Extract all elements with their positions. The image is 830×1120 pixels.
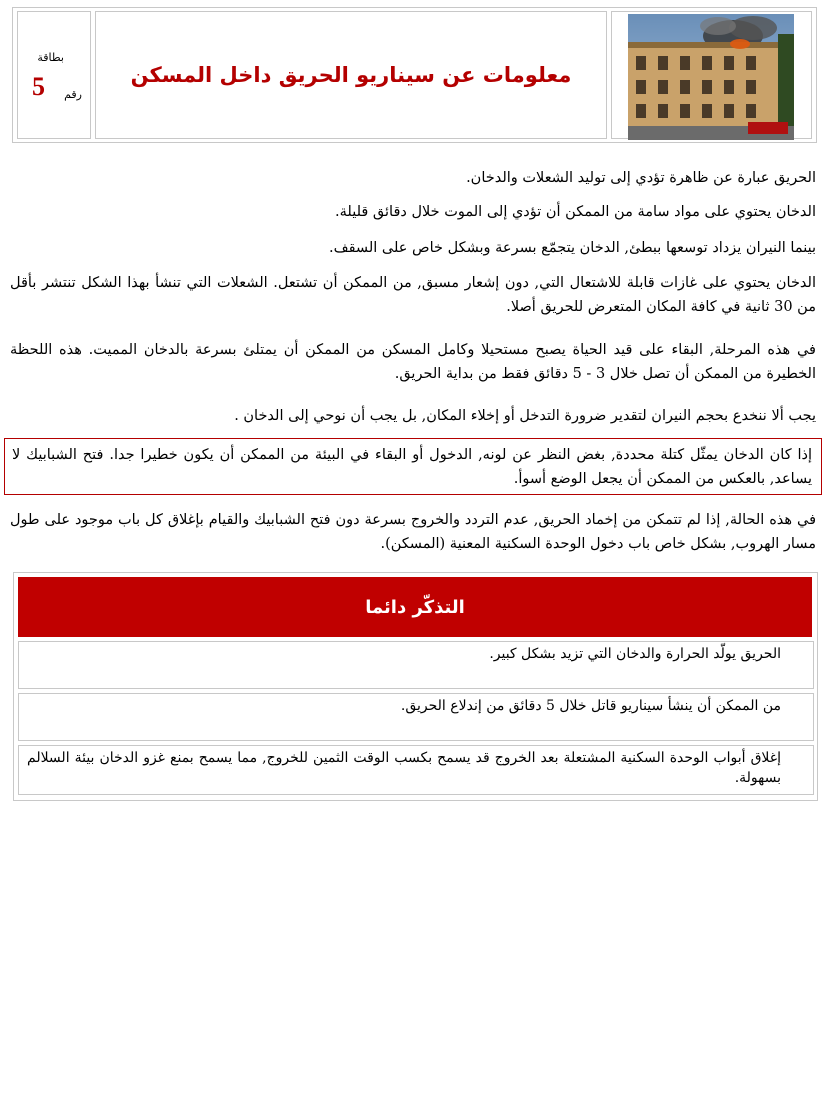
- header-table: [12, 7, 817, 143]
- paragraph-1: الحريق عبارة عن ظاهرة تؤدي إلى توليد الشعلات والدخان.: [466, 170, 816, 186]
- paragraph-8: في هذه الحالة, إذا لم تتمكن من إخماد الحريق, عدم التردد والخروج بسرعة دون فتح الشبابيك والقيام بإغلاق كل باب موجود على طول مسار الهروب, بشكل خاص باب دخول الوحدة السكنية المعنية (المسكن).: [10, 512, 816, 552]
- reminder-item-1: الحريق يولّد الحرارة والدخان التي تزيد بشكل كبير.: [18, 641, 814, 689]
- card-number-label: رقم: [64, 88, 82, 101]
- card-label: بطاقة: [37, 51, 64, 64]
- card-number-cell: [17, 11, 91, 139]
- reminder-box: [13, 572, 818, 801]
- paragraph-7-warning: إذا كان الدخان يمثّل كتلة محددة, بغض النظر عن لونه, الدخول أو البقاء في البيئة من الممكن أن يكون خطيرا جدا. فتح الشبابيك لا يساعد, بالعكس من الممكن أن يجعل الوضع أسوأ.: [12, 447, 812, 487]
- paragraph-2: الدخان يحتوي على مواد سامة من الممكن أن تؤدي إلى الموت خلال دقائق قليلة.: [335, 204, 816, 220]
- paragraph-4: الدخان يحتوي على غازات قابلة للاشتعال التي, دون إشعار مسبق, من الممكن أن تشتعل. الشعلات التي تنشأ بهذا الشكل تنتشر بأقل من 30 ثانية في كافة المكان المتعرض للحريق أصلا.: [10, 275, 816, 315]
- reminder-item-2: من الممكن أن ينشأ سيناريو قاتل خلال 5 دقائق من إندلاع الحريق.: [18, 693, 814, 741]
- reminder-title: التذكّر دائما: [18, 577, 812, 637]
- title-cell: [95, 11, 607, 139]
- card-number: 5: [32, 72, 45, 101]
- paragraph-3: بينما النيران يزداد توسعها ببطئ, الدخان يتجمّع بسرعة وبشكل خاص على السقف.: [328, 240, 816, 256]
- photo-cell: [611, 11, 812, 139]
- paragraph-5: في هذه المرحلة, البقاء على قيد الحياة يصبح مستحيلا وكامل المسكن من الممكن أن يمتلئ بسرعة بالدخان المميت. هذه اللحظة الخطيرة من الممكن أن تصل خلال 3 - 5 دقائق فقط من بداية الحريق.: [10, 342, 816, 382]
- paragraph-6: يجب ألا ننخدع بحجم النيران لتقدير ضرورة التدخل أو إخلاء المكان, بل يجب أن نوحي إلى الدخان .: [234, 408, 816, 424]
- burning-building-photo: [628, 14, 794, 140]
- reminder-item-3: إغلاق أبواب الوحدة السكنية المشتعلة بعد الخروج قد يسمح بكسب الوقت الثمين للخروج, مما يسمح بمنع غزو الدخان بيئة السلالم بسهولة.: [18, 745, 814, 795]
- page-title: معلومات عن سيناريو الحريق داخل المسكن: [130, 63, 572, 87]
